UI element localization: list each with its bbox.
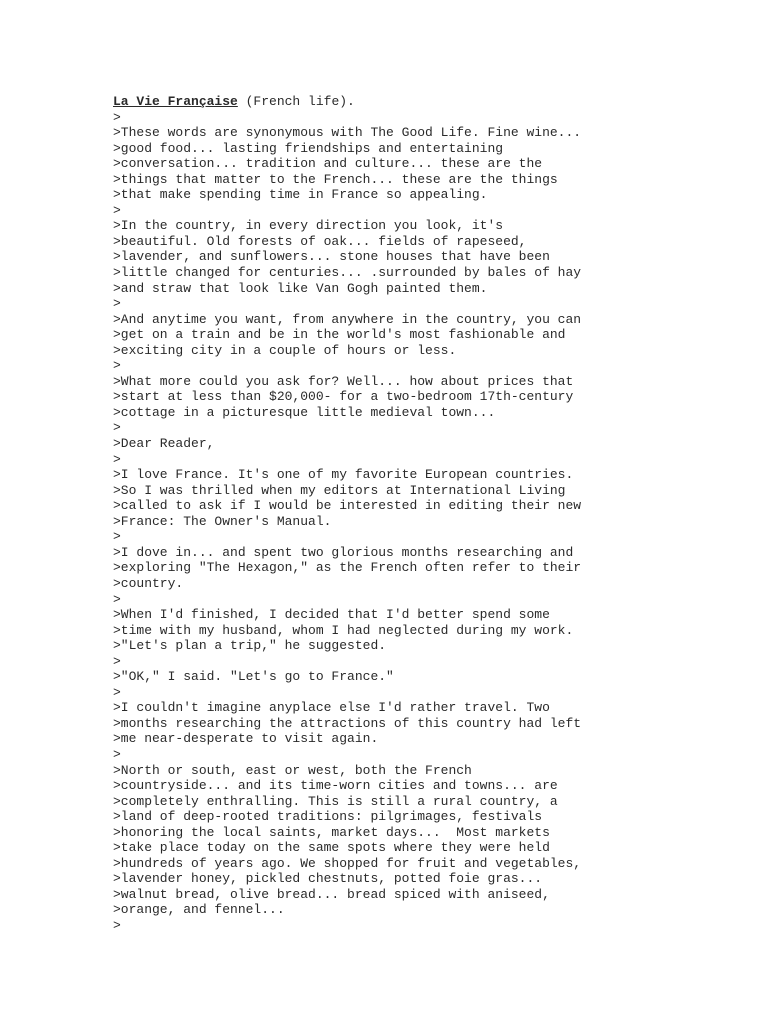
text-line: > [113, 684, 121, 700]
document-title-line [113, 94, 753, 110]
text-line: >take place today on the same spots where they were held [113, 840, 550, 856]
text-line: > [113, 653, 121, 669]
document-title-suffix: (French life). [237, 94, 355, 109]
text-line: > [113, 591, 121, 607]
text-line: >And anytime you want, from anywhere in the country, you can [113, 311, 582, 327]
text-line: >So I was thrilled when my editors at International Living [113, 482, 566, 498]
text-line: >France: The Owner's Manual. [113, 513, 332, 529]
text-line: >time with my husband, whom I had neglected during my work. [113, 622, 574, 638]
text-line: >beautiful. Old forests of oak... fields of rapeseed, [113, 233, 527, 249]
text-line: >called to ask if I would be interested in editing their new [113, 498, 582, 514]
text-line: >When I'd finished, I decided that I'd better spend some [113, 607, 550, 623]
text-line: >get on a train and be in the world's most fashionable and [113, 327, 566, 343]
text-line: >start at less than $20,000- for a two-bedroom 17th-century [113, 389, 574, 405]
text-line: >and straw that look like Van Gogh painted them. [113, 280, 488, 296]
text-line: >good food... lasting friendships and entertaining [113, 140, 504, 156]
text-line: >orange, and fennel... [113, 902, 285, 918]
text-line: >What more could you ask for? Well... how about prices that [113, 373, 574, 389]
text-line: >exploring "The Hexagon," as the French often refer to their [113, 560, 582, 576]
text-line: >walnut bread, olive bread... bread spiced with aniseed, [113, 886, 550, 902]
text-line: > [113, 420, 121, 436]
text-line: >land of deep-rooted traditions: pilgrimages, festivals [113, 809, 543, 825]
text-line: >I couldn't imagine anyplace else I'd rather travel. Two [113, 700, 550, 716]
text-line: >In the country, in every direction you look, it's [113, 218, 504, 234]
text-line: > [113, 529, 121, 545]
text-line: >that make spending time in France so appealing. [113, 187, 488, 203]
text-line: >hundreds of years ago. We shopped for fruit and vegetables, [113, 855, 582, 871]
text-line: >things that matter to the French... these are the things [113, 171, 558, 187]
text-line: >countryside... and its time-worn cities and towns... are [113, 778, 558, 794]
text-line: >"OK," I said. "Let's go to France." [113, 669, 394, 685]
text-line: > [113, 746, 121, 762]
text-line: >I love France. It's one of my favorite European countries. [113, 467, 574, 483]
document-title: La Vie Française [113, 94, 238, 109]
text-line: > [113, 109, 121, 125]
text-line: >me near-desperate to visit again. [113, 731, 379, 747]
text-line: >honoring the local saints, market days... Most markets [113, 824, 550, 840]
text-line: >lavender, and sunflowers... stone houses that have been [113, 249, 550, 265]
text-line: >exciting city in a couple of hours or less. [113, 342, 457, 358]
text-line: >country. [113, 575, 184, 591]
text-line: >"Let's plan a trip," he suggested. [113, 638, 387, 654]
text-line: >months researching the attractions of this country had left [113, 715, 582, 731]
text-line: >Dear Reader, [113, 436, 215, 452]
text-line: >little changed for centuries... .surrounded by bales of hay [113, 265, 582, 281]
text-line: >conversation... tradition and culture... these are the [113, 156, 543, 172]
text-line: > [113, 451, 121, 467]
text-line: >lavender honey, pickled chestnuts, potted foie gras... [113, 871, 543, 887]
text-line: >These words are synonymous with The Good Life. Fine wine... [113, 125, 582, 141]
text-line: > [113, 296, 121, 312]
document-body [113, 94, 753, 934]
text-line: > [113, 917, 121, 933]
text-line: > [113, 358, 121, 374]
text-line: >I dove in... and spent two glorious months researching and [113, 544, 574, 560]
text-line: > [113, 202, 121, 218]
text-line: >cottage in a picturesque little medieval town... [113, 404, 496, 420]
text-line: >completely enthralling. This is still a rural country, a [113, 793, 558, 809]
text-line: >North or south, east or west, both the French [113, 762, 472, 778]
